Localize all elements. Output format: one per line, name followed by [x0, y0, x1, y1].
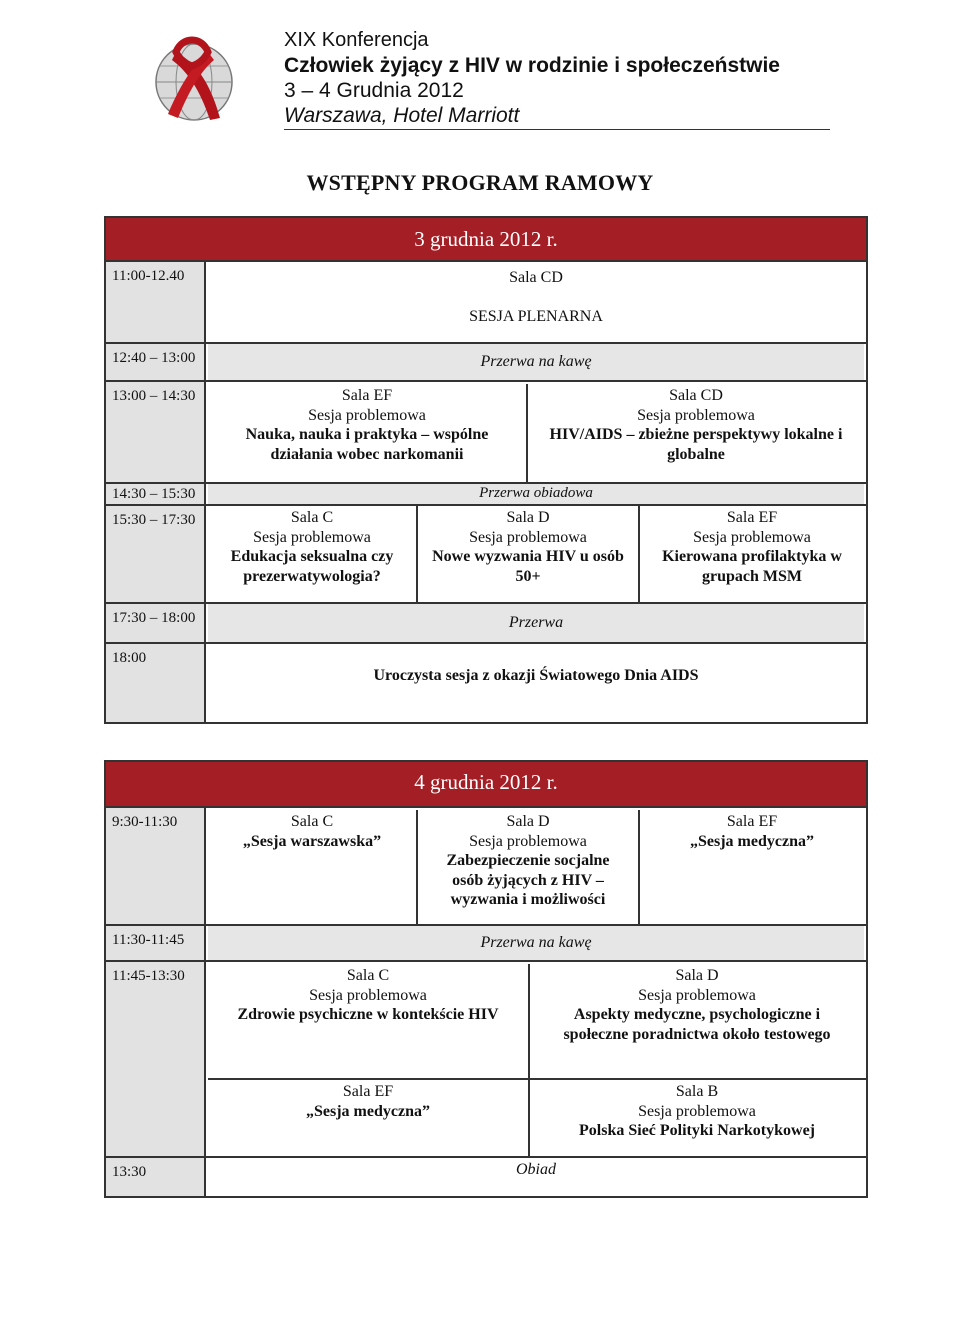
day2-coffee-break: Przerwa na kawę: [208, 926, 864, 960]
day1-session-15-sala-d: [418, 506, 640, 602]
day1-session-13-sala-ef: [208, 384, 528, 482]
session-room: Sala B: [675, 1083, 719, 1100]
session-type: Sesja problemowa: [253, 528, 371, 546]
session-room: Sala C: [290, 813, 334, 830]
day1-time-18-00: 18:00: [106, 644, 206, 722]
day2-time-9-30: 9:30-11:30: [106, 808, 206, 924]
session-room: Sala EF: [726, 813, 778, 830]
day1-schedule-table: [104, 216, 868, 724]
session-room: Sala C: [346, 967, 390, 984]
plenary-name: SESJA PLENARNA: [469, 307, 603, 325]
day1-time-15-30: 15:30 – 17:30: [106, 506, 206, 602]
session-room: Sala D: [675, 967, 719, 984]
day2-lunch: Obiad: [516, 1161, 556, 1178]
session-room: Sala D: [506, 509, 550, 526]
session-title: Kierowana profilaktyka w grupach MSM: [662, 548, 842, 585]
session-type: Sesja problemowa: [469, 832, 587, 850]
conference-title: Człowiek żyjący z HIV w rodzinie i społeczeństwie: [284, 54, 780, 77]
session-room: Sala EF: [341, 387, 393, 404]
day2-date-header: 4 grudnia 2012 r.: [106, 762, 866, 808]
day2-session-9-sala-c: [208, 810, 418, 924]
session-title: „Sesja medyczna”: [690, 832, 814, 850]
day1-ceremony-session: Uroczysta sesja z okazji Światowego Dnia AIDS: [373, 667, 699, 684]
session-room: Sala EF: [342, 1083, 394, 1100]
plenary-room: Sala CD: [509, 269, 563, 286]
day2-session-11-sala-ef: [208, 1080, 530, 1156]
conference-number: XIX Konferencja: [284, 29, 429, 51]
day1-time-13-00: 13:00 – 14:30: [106, 382, 206, 482]
session-type: Sesja problemowa: [638, 986, 756, 1004]
day1-break: Przerwa: [208, 604, 864, 642]
session-title: Edukacja seksualna czy prezerwatywologia?: [230, 548, 394, 585]
session-title: Zabezpieczenie socjalne osób żyjących z HIV – wyzwania i możliwości: [446, 852, 610, 908]
session-type: Sesja problemowa: [637, 406, 755, 424]
day1-time-17-30: 17:30 – 18:00: [106, 604, 206, 642]
session-title: „Sesja warszawska”: [242, 832, 382, 850]
session-room: Sala C: [290, 509, 334, 526]
session-title: Nauka, nauka i praktyka – wspólne działania wobec narkomanii: [245, 426, 489, 463]
day1-coffee-break: Przerwa na kawę: [208, 344, 864, 380]
day2-session-9-sala-ef: [640, 810, 864, 924]
day2-time-11-45: 11:45-13:30: [106, 962, 206, 1156]
session-type: Sesja problemowa: [309, 986, 427, 1004]
day2-session-11-sala-b: [530, 1080, 864, 1156]
session-room: Sala D: [506, 813, 550, 830]
day2-session-11-sala-d: [530, 964, 864, 1078]
day1-session-15-sala-c: [208, 506, 418, 602]
session-type: Sesja problemowa: [469, 528, 587, 546]
day2-session-9-sala-d: [418, 810, 640, 924]
day2-schedule-table: [104, 760, 868, 1198]
day1-lunch-break: Przerwa obiadowa: [208, 484, 864, 504]
session-title: Aspekty medyczne, psychologiczne i społeczne poradnictwa około testowego: [563, 1006, 831, 1043]
session-room: Sala EF: [726, 509, 778, 526]
session-title: Zdrowie psychiczne w kontekście HIV: [237, 1006, 499, 1023]
session-title: HIV/AIDS – zbieżne perspektywy lokalne i globalne: [549, 426, 843, 463]
day1-session-13-sala-cd: [528, 384, 864, 482]
day2-session-11-sala-c: [208, 964, 530, 1078]
session-type: Sesja problemowa: [638, 1102, 756, 1120]
day1-time-11-00: 11:00-12.40: [106, 262, 206, 342]
session-title: Polska Sieć Polityki Narkotykowej: [579, 1122, 815, 1139]
conference-header: [284, 28, 830, 130]
day1-session-15-sala-ef: [640, 506, 864, 602]
day2-time-13-30: 13:30: [106, 1158, 206, 1196]
conference-venue: Warszawa, Hotel Marriott: [284, 104, 520, 127]
day1-date-header: 3 grudnia 2012 r.: [106, 218, 866, 262]
day1-time-12-40: 12:40 – 13:00: [106, 344, 206, 380]
conference-dates: 3 – 4 Grudnia 2012: [284, 79, 464, 102]
page-title: WSTĘPNY PROGRAM RAMOWY: [306, 170, 654, 195]
day1-plenary-session: [208, 266, 864, 342]
session-room: Sala CD: [669, 387, 723, 404]
red-ribbon-globe-logo: [146, 30, 246, 125]
session-type: Sesja problemowa: [308, 406, 426, 424]
day2-time-11-30: 11:30-11:45: [106, 926, 206, 960]
session-type: Sesja problemowa: [693, 528, 811, 546]
day1-time-14-30: 14:30 – 15:30: [106, 484, 206, 504]
session-title: „Sesja medyczna”: [306, 1102, 430, 1120]
session-title: Nowe wyzwania HIV u osób 50+: [432, 548, 624, 585]
